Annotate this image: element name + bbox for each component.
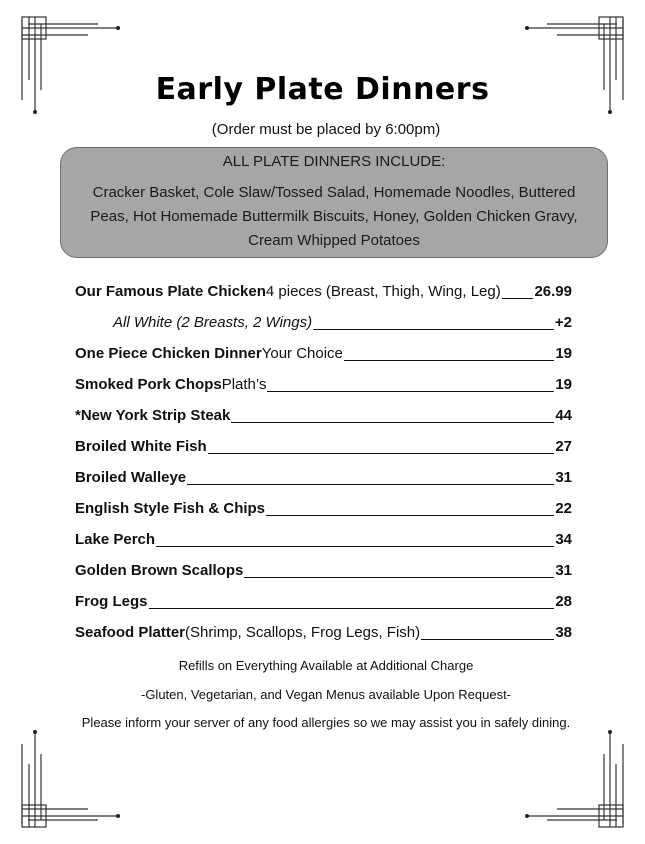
menu-item (75, 376, 572, 407)
menu-item-price: 19 (555, 376, 572, 393)
menu-item-name: Seafood Platter (75, 624, 186, 641)
menu-item-price: 38 (555, 624, 572, 641)
menu-list (75, 283, 572, 655)
dotted-leader (156, 546, 554, 547)
menu-item-name: Broiled White Fish (75, 438, 207, 455)
dotted-leader (421, 639, 554, 640)
menu-item-price: 22 (555, 500, 572, 517)
menu-item-name: Frog Legs (75, 593, 148, 610)
menu-item-price: 27 (555, 438, 572, 455)
menu-item-name: Lake Perch (75, 531, 156, 548)
menu-item-desc: (Shrimp, Scallops, Frog Legs, Fish) (185, 624, 421, 641)
order-deadline-note: (Order must be placed by 6:00pm) (211, 121, 441, 138)
dotted-leader (267, 391, 554, 392)
menu-item-name: English Style Fish & Chips (75, 500, 266, 517)
dotted-leader (502, 298, 534, 299)
allergy-note: Please inform your server of any food allergies so we may assist you in safely dining. (81, 715, 571, 730)
menu-item-price: 31 (555, 469, 572, 486)
menu-item-name: All White (2 Breasts, 2 Wings) (113, 314, 313, 331)
includes-list: Cracker Basket, Cole Slaw/Tossed Salad, Homemade Noodles, Buttered Peas, Hot Homemade Buttermilk Biscuits, Honey, Golden Chicken Gravy, Cream Whipped Potatoes (90, 184, 578, 249)
menu-item (75, 531, 572, 562)
menu-item (75, 283, 572, 314)
menu-item (75, 562, 572, 593)
menu-item (75, 624, 572, 655)
menu-item-name: Our Famous Plate Chicken (75, 283, 266, 300)
menu-item-price: +2 (554, 314, 572, 331)
menu-item (75, 314, 572, 345)
menu-item-price: 26.99 (534, 283, 572, 300)
includes-heading: ALL PLATE DINNERS INCLUDE: (222, 153, 446, 170)
menu-item-name: One Piece Chicken Dinner (75, 345, 262, 362)
corner-ornament-bottom-right (515, 719, 645, 844)
includes-box (60, 147, 608, 258)
dotted-leader (266, 515, 554, 516)
menu-item-price: 19 (555, 345, 572, 362)
menu-item (75, 345, 572, 376)
dotted-leader (208, 453, 555, 454)
dotted-leader (231, 422, 554, 423)
menu-item-name: Golden Brown Scallops (75, 562, 244, 579)
dotted-leader (313, 329, 554, 330)
menu-item (75, 407, 572, 438)
corner-ornament-bottom-left (0, 719, 130, 844)
menu-item-desc: 4 pieces (Breast, Thigh, Wing, Leg) (265, 283, 501, 300)
menu-item (75, 469, 572, 500)
menu-item (75, 593, 572, 624)
menu-item-desc: Your Choice (261, 345, 343, 362)
menu-item-price: 31 (555, 562, 572, 579)
page-title: Early Plate Dinners (155, 72, 490, 107)
menu-item (75, 438, 572, 469)
menu-item-name: Broiled Walleye (75, 469, 187, 486)
menu-item-price: 44 (555, 407, 572, 424)
dotted-leader (244, 577, 554, 578)
refills-note: Refills on Everything Available at Additional Charge (178, 658, 474, 673)
menu-item-price: 28 (555, 593, 572, 610)
dotted-leader (344, 360, 554, 361)
dotted-leader (187, 484, 554, 485)
special-menus-note: -Gluten, Vegetarian, and Vegan Menus available Upon Request- (140, 687, 512, 702)
menu-item-name: Smoked Pork Chops (75, 376, 222, 393)
dotted-leader (149, 608, 555, 609)
menu-item (75, 500, 572, 531)
menu-item-price: 34 (555, 531, 572, 548)
menu-item-desc: Plath’s (221, 376, 267, 393)
menu-item-name: *New York Strip Steak (75, 407, 231, 424)
